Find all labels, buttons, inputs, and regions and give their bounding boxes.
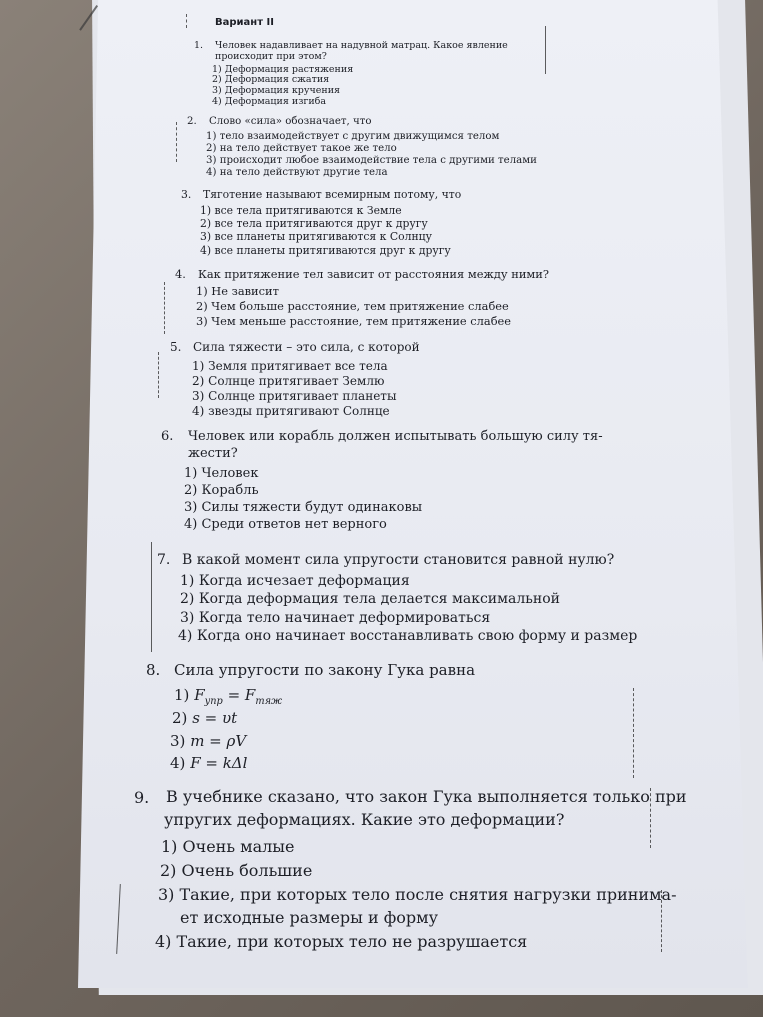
question-text: Сила тяжести – это сила, с которой: [193, 340, 420, 354]
answer-option: 2) все тела притягиваются друг к другу: [200, 217, 428, 230]
answer-option: 2) Корабль: [184, 483, 259, 498]
option-number: 1): [174, 686, 190, 704]
question-number: 2.: [187, 116, 197, 127]
answer-option: 3) происходит любое взаимодействие тела с другими телами: [206, 155, 537, 166]
answer-option: 1) тело взаимодействует с другим движущимся телом: [206, 131, 500, 142]
question-number: 3.: [181, 188, 192, 201]
answer-option: 4) Деформация изгиба: [212, 96, 327, 107]
question-number: 9.: [134, 788, 150, 807]
answer-option: 4) звезды притягивают Солнце: [192, 404, 390, 418]
cut-line: [176, 122, 177, 162]
answer-option: 2) на тело действует такое же тело: [206, 143, 397, 154]
question-text: В какой момент сила упругости становится равной нулю?: [182, 552, 615, 568]
question-text: Человек надавливает на надувной матрац. Какое явление: [215, 40, 508, 51]
formula-rhs: F: [244, 686, 256, 704]
answer-option: 2) Чем больше расстояние, тем притяжение слабее: [196, 299, 509, 313]
cut-line: [164, 282, 165, 334]
answer-option: 3) Такие, при которых тело после снятия нагрузки принима-: [158, 885, 677, 904]
answer-option: 1) Когда исчезает деформация: [180, 573, 410, 589]
question-number: 8.: [146, 661, 161, 679]
answer-option: 3) Деформация кручения: [212, 85, 341, 96]
formula-rhs-subscript: тяж: [255, 696, 283, 707]
answer-option: 2) Деформация сжатия: [212, 74, 330, 85]
answer-option: 1) Очень малые: [161, 837, 295, 856]
answer-option: 3) все планеты притягиваются к Солнцу: [200, 230, 432, 243]
option-number: 4): [170, 754, 186, 772]
question-number: 4.: [175, 267, 186, 281]
answer-option: 3) Силы тяжести будут одинаковы: [184, 500, 423, 515]
answer-option: 1) все тела притягиваются к Земле: [200, 204, 402, 217]
answer-option: 3) Солнце притягивает планеты: [192, 389, 397, 403]
answer-option: 4) на тело действуют другие тела: [206, 167, 388, 178]
question-text: Тяготение называют всемирным потому, что: [203, 188, 462, 201]
question-number: 7.: [157, 552, 171, 568]
answer-option: 3) Когда тело начинает деформироваться: [180, 610, 491, 626]
question-text: Сила упругости по закону Гука равна: [174, 661, 476, 679]
question-text: жести?: [188, 446, 238, 461]
answer-option: 1) Земля притягивает все тела: [192, 359, 388, 373]
question-number: 5.: [170, 340, 182, 354]
cut-line: [545, 26, 546, 74]
question-text: Как притяжение тел зависит от расстояния между ними?: [198, 267, 549, 281]
answer-option: 2) Очень большие: [160, 861, 313, 880]
question-text: Слово «сила» обозначает, что: [209, 116, 372, 127]
answer-option: 3) Чем меньше расстояние, тем притяжение слабее: [196, 314, 512, 328]
cut-line: [186, 14, 187, 28]
formula-lhs-subscript: упр: [204, 696, 223, 707]
answer-option: 2) Солнце притягивает Землю: [192, 374, 385, 388]
formula-option: [172, 709, 237, 727]
question-text: упругих деформациях. Какие это деформации?: [164, 810, 565, 829]
answer-option: 4) Когда оно начинает восстанавливать свою форму и размер: [178, 628, 638, 644]
formula-option: [170, 754, 247, 772]
answer-option: 4) Такие, при которых тело не разрушается: [155, 932, 528, 951]
question-number: 6.: [161, 429, 174, 444]
answer-option: 1) Человек: [184, 466, 259, 481]
question-number: 1.: [194, 40, 204, 51]
answer-option: 1) Деформация растяжения: [212, 64, 354, 75]
formula-text: m = ρV: [190, 732, 247, 750]
question-text: происходит при этом?: [215, 51, 327, 62]
option-number: 2): [172, 709, 188, 727]
answer-option-continuation: ет исходные размеры и форму: [180, 908, 438, 927]
formula-text: s = υt: [192, 709, 238, 727]
answer-option: 4) Среди ответов нет верного: [184, 517, 387, 532]
question-text: В учебнике сказано, что закон Гука выполняется только при: [166, 787, 687, 806]
formula-option: [170, 732, 246, 750]
answer-option: 2) Когда деформация тела делается максимальной: [180, 591, 560, 607]
formula-option: [174, 686, 282, 707]
answer-option: 4) все планеты притягиваются друг к другу: [200, 244, 451, 257]
answer-option: 1) Не зависит: [196, 284, 279, 298]
variant-title: Вариант II: [215, 17, 274, 28]
question-text: Человек или корабль должен испытывать большую силу тя-: [188, 429, 603, 444]
formula-lhs: F: [194, 686, 205, 704]
cut-line: [633, 688, 634, 778]
option-number: 3): [170, 732, 186, 750]
formula-equals: =: [222, 686, 245, 704]
cut-line: [151, 542, 152, 652]
cut-line: [158, 352, 159, 398]
formula-text: F = kΔl: [190, 754, 248, 772]
